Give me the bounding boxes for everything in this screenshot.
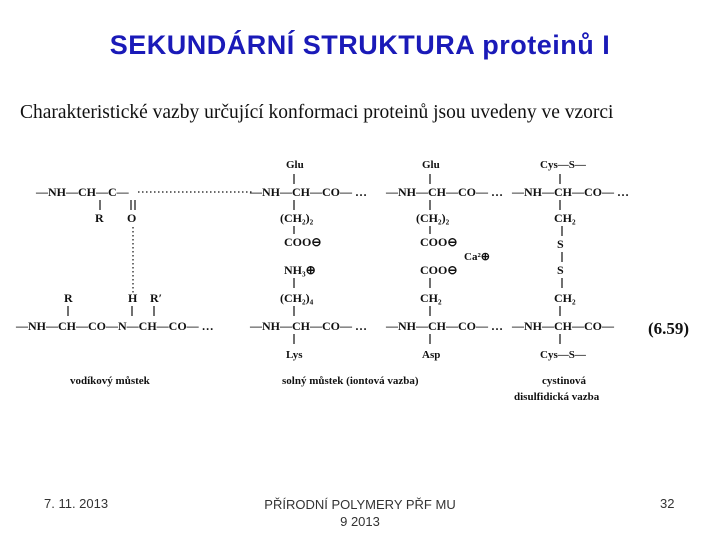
hb-label: vodíkový můstek xyxy=(70,375,150,387)
sb-label: solný můstek (iontová vazba) xyxy=(282,375,419,387)
bond-formula-diagram xyxy=(14,96,708,414)
ib-asp-name: Asp xyxy=(422,349,441,361)
sb-lys-nh3: NH₃⊕ xyxy=(284,263,316,277)
slide-title: SEKUNDÁRNÍ STRUKTURA proteinů I xyxy=(109,30,611,60)
ds-ch2-top: CH₂ xyxy=(554,211,576,225)
hydrogen-bond-group xyxy=(15,185,254,387)
hb-bottom-h: H xyxy=(128,291,138,305)
footer-course-line2: 9 2013 xyxy=(340,514,380,529)
footer-date: 7. 11. 2013 xyxy=(44,496,109,511)
ib-glu-ch2: (CH₂)₂ xyxy=(416,211,450,225)
equation-number: (6.59) xyxy=(648,319,690,338)
ib-glu-name: Glu xyxy=(422,159,440,171)
ds-bottom-chain: —NH—CH—CO— xyxy=(512,319,614,333)
ib-asp-chain: —NH—CH—CO— … xyxy=(386,319,503,333)
formula-scan xyxy=(14,96,708,414)
ds-bottom-name: Cys—S— xyxy=(540,349,586,361)
sb-lys-chain: —NH—CH—CO— … xyxy=(250,319,367,333)
ds-top-chain: —NH—CH—CO— … xyxy=(512,185,629,199)
sb-glu-coo: COO⊖ xyxy=(284,235,322,249)
ib-asp-coo: COO⊖ xyxy=(420,263,458,277)
hb-bottom-r-left: R xyxy=(64,291,73,305)
hb-top-r: R xyxy=(95,211,104,225)
sb-glu-chain: —NH—CH—CO— … xyxy=(250,185,367,199)
ion-bridge-group xyxy=(385,159,503,361)
sb-glu-name: Glu xyxy=(286,159,304,171)
footer-course xyxy=(210,496,510,530)
ds-s-bottom: S xyxy=(557,263,564,277)
ds-label-line1: cystinová xyxy=(542,375,586,387)
ib-asp-ch2: CH₂ xyxy=(420,291,442,305)
ds-s-top: S xyxy=(557,237,564,251)
hb-top-o: O xyxy=(127,211,137,225)
disulfide-group xyxy=(511,159,629,403)
hb-bottom-chain: —NH—CH—CO—N—CH—CO— … xyxy=(16,319,214,333)
page-number: 32 xyxy=(660,496,675,511)
ib-glu-chain: —NH—CH—CO— … xyxy=(386,185,503,199)
sb-glu-ch2: (CH₂)₂ xyxy=(280,211,314,225)
footer-course-line1: PŘÍRODNÍ POLYMERY PŘF MU xyxy=(264,497,456,512)
ds-label-line2: disulfidická vazba xyxy=(514,391,600,403)
hb-bottom-r-right: R′ xyxy=(150,291,163,305)
sb-lys-ch2: (CH₂)₄ xyxy=(280,291,314,305)
ib-calcium: Ca²⊕ xyxy=(464,251,490,263)
ds-ch2-bottom: CH₂ xyxy=(554,291,576,305)
ds-top-name: Cys—S— xyxy=(540,159,586,171)
scan-caption: Charakteristické vazby určující konformaci proteinů jsou uvedeny ve vzorci xyxy=(20,102,614,123)
hb-top-chain: —NH—CH—C— xyxy=(36,185,129,199)
sb-lys-name: Lys xyxy=(286,349,303,361)
ib-glu-coo: COO⊖ xyxy=(420,235,458,249)
